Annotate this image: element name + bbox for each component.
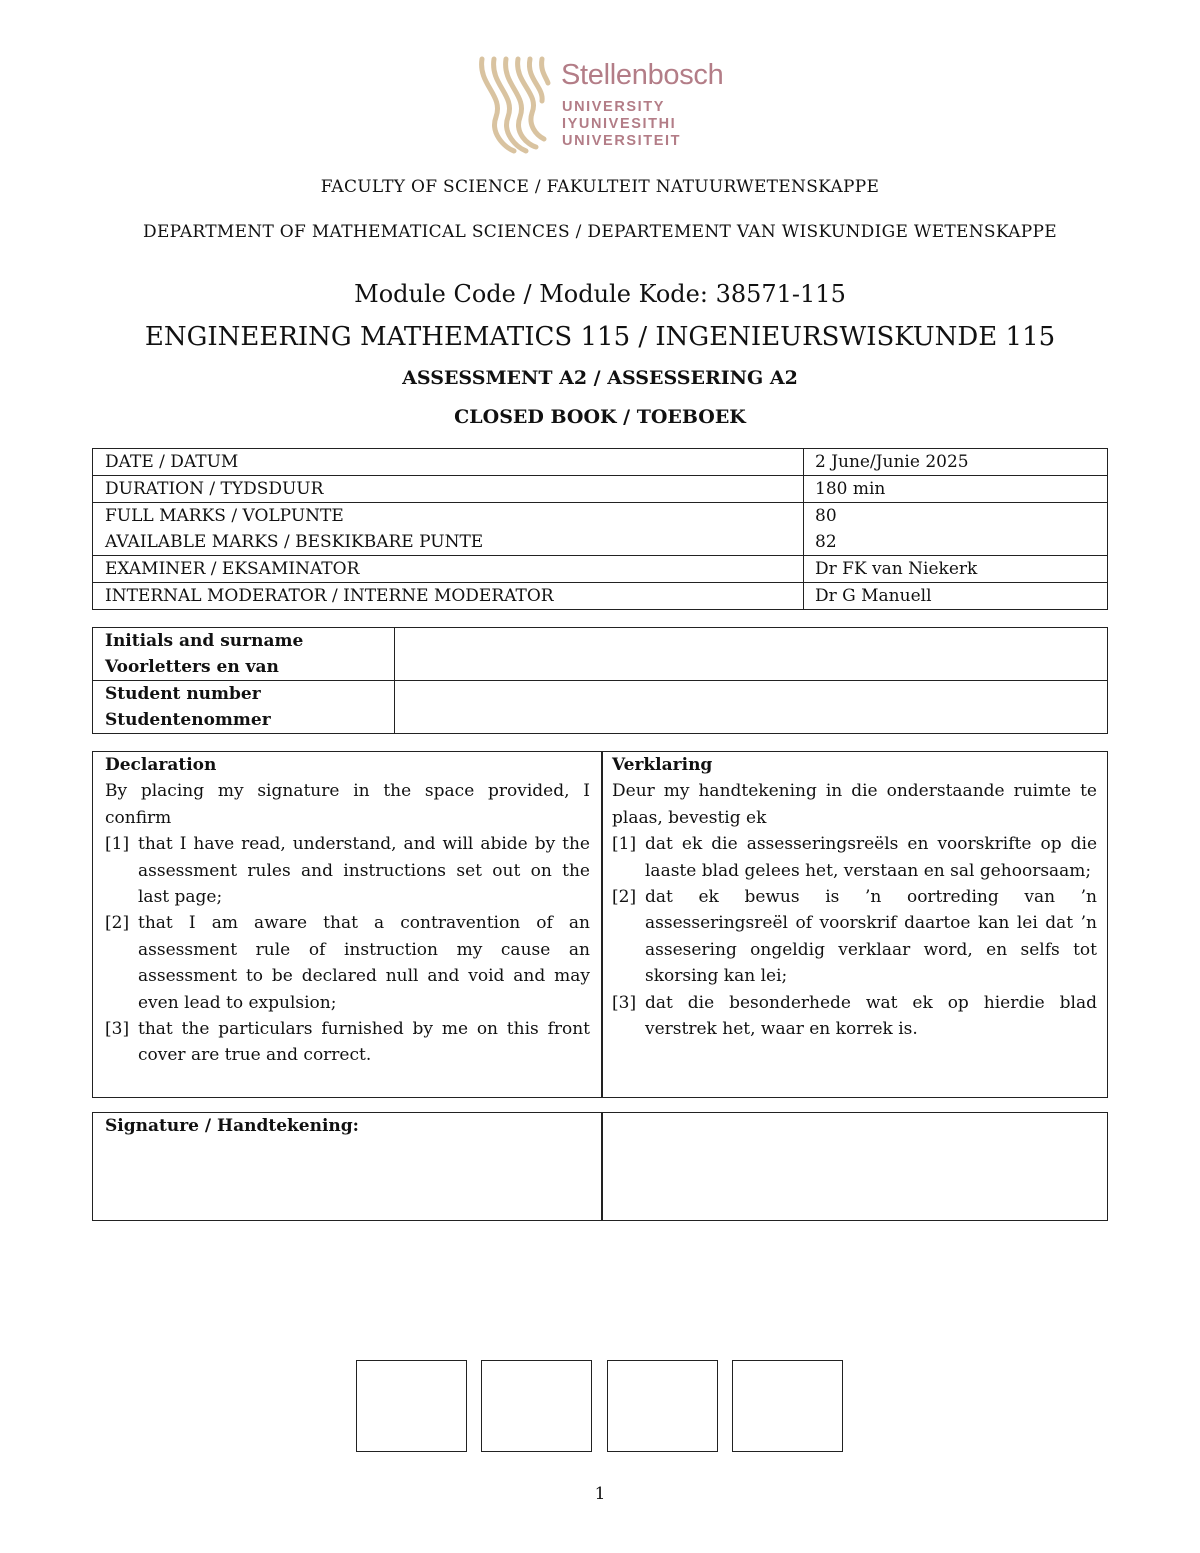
item-text: dat die besonderhede wat ek op hierdie blad verstrek het, waar en korrek is. [645,992,1097,1040]
logo-wordmark: Stellenbosch [561,59,724,91]
mark-box-3[interactable] [607,1360,718,1452]
declaration-divider [601,752,603,1097]
list-item [612,884,1097,990]
item-number: [2] [612,887,637,908]
moderator-label: INTERNAL MODERATOR / INTERNE MODERATOR [93,583,804,610]
student-id-table [92,627,1108,734]
table-row [93,556,1108,583]
student-number-field[interactable] [395,681,1108,734]
name-field[interactable] [395,628,1108,681]
available-marks-label: AVAILABLE MARKS / BESKIKBARE PUNTE [105,532,484,552]
list-item [612,990,1097,1043]
list-item [105,910,590,1016]
declaration-afrikaans [612,752,1097,1042]
marks-labels [93,503,804,556]
table-row [93,503,1108,556]
course-title: ENGINEERING MATHEMATICS 115 / INGENIEURSWISKUNDE 115 [144,322,1056,352]
item-text: dat ek bewus is ’n oortreding van ’n assesseringsreël of voorskrif daartoe kan lei dat ’n assesering ongeldig verklaar word, en selfs tot skorsing kan lei; [645,887,1097,987]
name-label-en: Initials and surname [105,631,304,651]
marks-values [804,503,1108,556]
table-row [93,449,1108,476]
table-row [93,628,1108,681]
table-row [93,583,1108,610]
list-item [105,831,590,910]
signature-divider [601,1113,603,1220]
verklaring-heading: Verklaring [612,755,713,775]
duration-value: 180 min [804,476,1108,503]
date-value: 2 June/Junie 2025 [804,449,1108,476]
student-number-label-en: Student number [105,684,261,704]
mark-box-4[interactable] [732,1360,843,1452]
name-label-af: Voorletters en van [105,657,279,677]
page-number: 1 [594,1484,606,1504]
examiner-value: Dr FK van Niekerk [804,556,1108,583]
examiner-label: EXAMINER / EKSAMINATOR [93,556,804,583]
table-row [93,681,1108,734]
duration-label: DURATION / TYDSDUUR [93,476,804,503]
declaration-box [92,751,1108,1098]
item-number: [1] [105,834,130,855]
list-item [105,1016,590,1069]
mark-box-1[interactable] [356,1360,467,1452]
item-text: dat ek die assesseringsreëls en voorskrifte op die laaste blad gelees het, verstaan en sal gehoorsaam; [645,834,1097,881]
item-number: [1] [612,834,637,855]
table-row [93,476,1108,503]
closed-book-note: CLOSED BOOK / TOEBOEK [454,406,746,428]
student-number-label-af: Studentenommer [105,710,271,730]
student-number-label [93,681,395,734]
mark-box-2[interactable] [481,1360,592,1452]
list-item [612,831,1097,884]
signature-label: Signature / Handtekening: [105,1116,359,1136]
declaration-intro: By placing my signature in the space provided, I confirm [105,781,590,828]
signature-box [92,1112,1108,1221]
item-text: that the particulars furnished by me on this front cover are true and correct. [138,1019,590,1066]
university-crest-icon [474,55,554,155]
logo-subtitle-en: UNIVERSITY [562,99,666,115]
full-marks-value: 80 [815,506,837,526]
module-code: Module Code / Module Kode: 38571-115 [354,280,846,308]
item-text: that I am aware that a contravention of an assessment rule of instruction my cause an assessment to be declared null and void and may even lead to expulsion; [138,913,590,1013]
department-name: DEPARTMENT OF MATHEMATICAL SCIENCES / DEPARTEMENT VAN WISKUNDIGE WETENSKAPPE [143,222,1057,242]
exam-info-table [92,448,1108,610]
date-label: DATE / DATUM [93,449,804,476]
logo-subtitle-xh: IYUNIVESITHI [562,116,677,132]
logo-subtitle-af: UNIVERSITEIT [562,133,682,149]
moderator-value: Dr G Manuell [804,583,1108,610]
item-number: [3] [612,992,637,1013]
verklaring-intro: Deur my handtekening in die onderstaande ruimte te plaas, bevestig ek [612,781,1097,828]
assessment-title: ASSESSMENT A2 / ASSESSERING A2 [402,367,798,389]
item-number: [3] [105,1019,130,1040]
declaration-heading: Declaration [105,755,217,775]
item-number: [2] [105,913,130,934]
available-marks-value: 82 [815,532,837,552]
university-logo [474,55,744,155]
full-marks-label: FULL MARKS / VOLPUNTE [105,506,344,526]
faculty-name: FACULTY OF SCIENCE / FAKULTEIT NATUURWETENSKAPPE [320,177,880,197]
item-text: that I have read, understand, and will abide by the assessment rules and instructions set out on the last page; [138,834,590,908]
declaration-english [105,752,590,1069]
name-label [93,628,395,681]
